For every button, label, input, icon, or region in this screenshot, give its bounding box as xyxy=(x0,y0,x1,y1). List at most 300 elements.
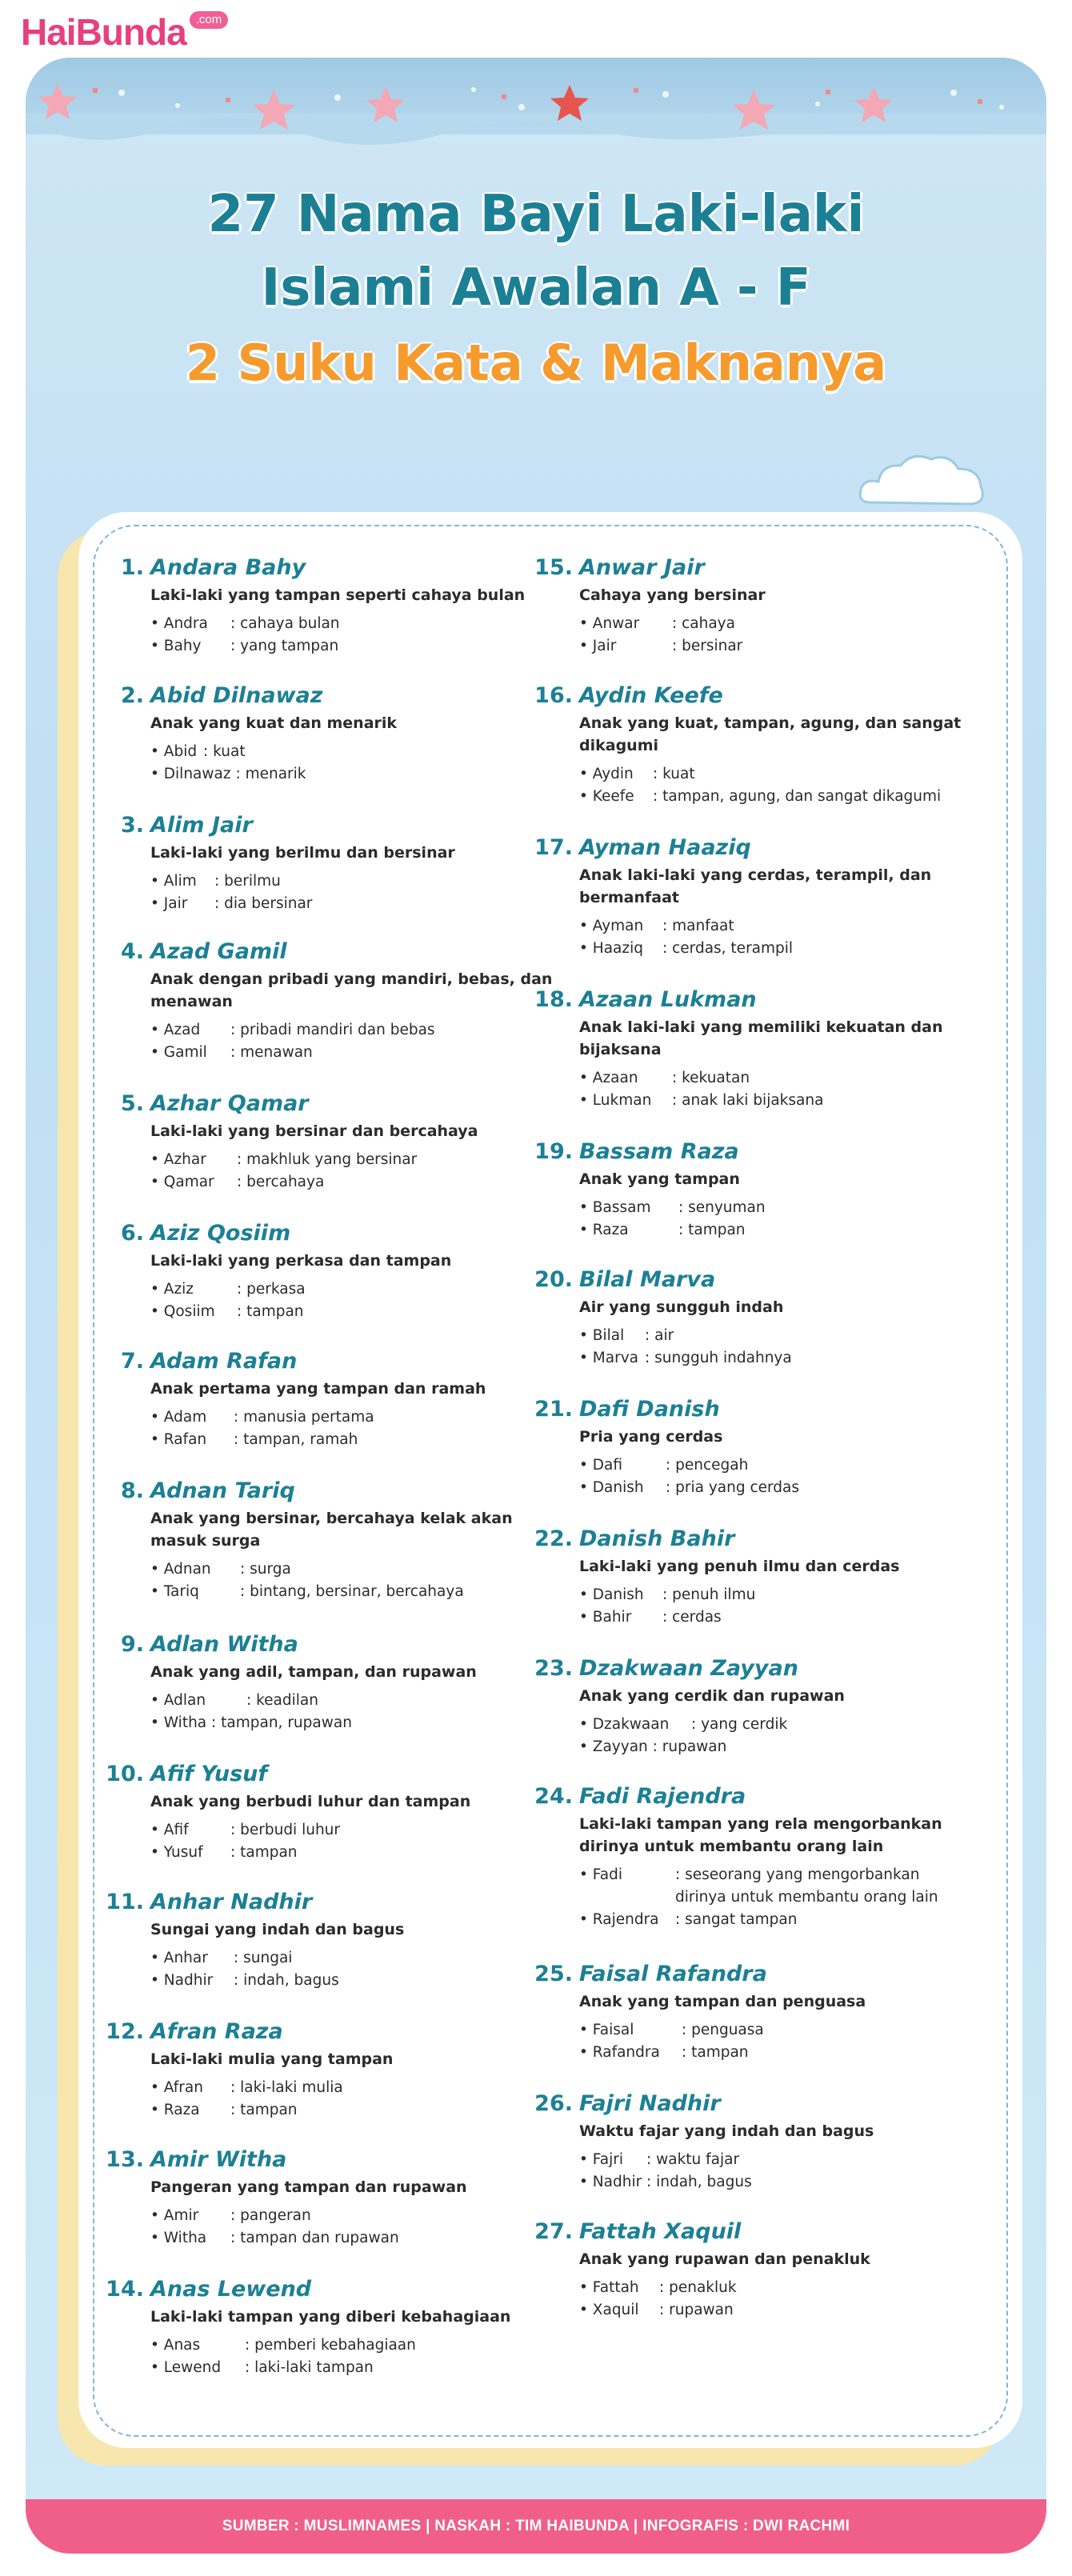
part-definition: : tampan xyxy=(678,1222,746,1238)
part-word: • Danish xyxy=(579,1586,644,1603)
part-word: • Qamar xyxy=(150,1174,214,1190)
part-word: • Lukman xyxy=(579,1092,652,1109)
part-row xyxy=(150,1819,563,1842)
entry-parts xyxy=(150,1406,563,1451)
part-word: • Bassam xyxy=(579,1199,651,1216)
part-row xyxy=(579,2042,992,2064)
part-row xyxy=(579,1347,992,1370)
part-word: • Azhar xyxy=(150,1151,206,1168)
infographic-poster xyxy=(26,58,1046,2554)
entry-meaning: Anak yang tampan dan penguasa xyxy=(579,1993,866,2010)
name-entry xyxy=(534,552,992,658)
part-word: • Raza xyxy=(150,2102,200,2118)
entry-number: 23. xyxy=(534,1656,573,1681)
part-row xyxy=(150,1712,563,1734)
entry-parts xyxy=(579,763,992,808)
entry-parts xyxy=(579,2149,992,2194)
entry-meaning: Sungai yang indah dan bagus xyxy=(150,1921,405,1938)
logo-suffix: .com xyxy=(190,11,229,29)
part-word: • Bahir xyxy=(579,1609,632,1626)
part-word: • Azaan xyxy=(579,1070,638,1086)
part-word: • Amir xyxy=(150,2207,199,2224)
entry-name: Fattah Xaquil xyxy=(579,2219,742,2244)
name-entry xyxy=(115,936,563,1064)
entry-meaning: Pangeran yang tampan dan rupawan xyxy=(150,2178,467,2196)
part-row xyxy=(579,1090,992,1112)
part-word: • Faisal xyxy=(579,2022,634,2038)
part-definition: : tampan xyxy=(230,2102,298,2118)
entry-name: Anas Lewend xyxy=(150,2277,312,2302)
name-entry xyxy=(106,1886,563,1992)
entry-parts xyxy=(579,613,992,658)
entry-parts xyxy=(150,1690,563,1734)
entry-name: Fajri Nadhir xyxy=(579,2091,721,2116)
entry-parts xyxy=(150,2205,563,2250)
part-row xyxy=(579,1606,992,1629)
entry-name: Faisal Rafandra xyxy=(579,1962,767,1986)
name-entry xyxy=(115,552,563,658)
entry-parts xyxy=(150,1149,563,1194)
part-word: • Dafi xyxy=(579,1457,623,1474)
part-definition: : tampan, rupawan xyxy=(211,1714,352,1731)
part-row xyxy=(150,1690,563,1712)
part-definition: : tampan, agung, dan sangat dikagumi xyxy=(653,788,942,805)
part-row xyxy=(579,635,992,658)
part-word: • Nadhir xyxy=(150,1972,214,1989)
entry-parts xyxy=(150,741,563,786)
entry-parts xyxy=(150,2334,563,2379)
part-row xyxy=(150,1278,563,1301)
part-word: • Marva xyxy=(579,1350,638,1366)
part-definition: : dia bersinar xyxy=(214,895,313,912)
entry-meaning: Anak dengan pribadi yang mandiri, bebas, dan menawan xyxy=(150,970,553,1010)
part-word: • Afran xyxy=(150,2079,203,2096)
part-definition: : kuat xyxy=(203,743,246,760)
entry-name: Adnan Tariq xyxy=(150,1478,295,1503)
part-word: • Haaziq xyxy=(579,940,643,957)
entry-number: 16. xyxy=(534,683,573,708)
part-word: • Witha xyxy=(150,1714,207,1731)
entry-meaning: Laki-laki mulia yang tampan xyxy=(150,2050,394,2068)
part-definition: : rupawan xyxy=(652,1738,727,1755)
part-word: • Witha xyxy=(150,2230,207,2246)
entry-parts xyxy=(150,613,563,658)
starfish-icons xyxy=(26,58,1046,146)
entry-meaning: Air yang sungguh indah xyxy=(579,1298,784,1316)
part-word: • Rajendra xyxy=(579,1911,659,1928)
entry-number: 21. xyxy=(534,1397,573,1422)
part-row xyxy=(150,1301,563,1323)
entry-parts xyxy=(150,1947,563,1992)
part-word: • Danish xyxy=(579,1479,644,1496)
entry-number: 27. xyxy=(534,2219,573,2244)
part-word: • Aziz xyxy=(150,1281,194,1298)
part-row xyxy=(579,1219,992,1242)
part-row xyxy=(579,786,992,808)
entry-name: Andara Bahy xyxy=(150,555,306,580)
entry-number: 3. xyxy=(120,813,144,838)
part-definition: : berilmu xyxy=(214,873,281,890)
entry-meaning: Pria yang cerdas xyxy=(579,1428,723,1446)
entry-number: 20. xyxy=(534,1267,573,1292)
entry-number: 24. xyxy=(534,1784,573,1809)
part-row xyxy=(150,763,563,786)
entry-meaning: Laki-laki yang penuh ilmu dan cerdas xyxy=(579,1558,900,1575)
part-word: • Lewend xyxy=(150,2359,222,2376)
entry-name: Bilal Marva xyxy=(579,1267,716,1292)
entry-name: Danish Bahir xyxy=(579,1526,735,1551)
entry-number: 22. xyxy=(534,1526,573,1551)
part-word: • Anwar xyxy=(579,615,640,632)
entry-meaning: Anak yang adil, tampan, dan rupawan xyxy=(150,1663,477,1681)
part-word: • Xaquil xyxy=(579,2302,639,2318)
entry-meaning: Anak laki-laki yang cerdas, terampil, dan bermanfaat xyxy=(579,866,932,906)
part-definition: : yang cerdik xyxy=(691,1716,788,1733)
part-definition: : kuat xyxy=(653,766,695,782)
entry-number: 7. xyxy=(120,1349,144,1374)
credits-text: SUMBER : MUSLIMNAMES | NASKAH : TIM HAIBUNDA | INFOGRAFIS : DWI RACHMI xyxy=(222,2518,850,2534)
part-row xyxy=(579,1584,992,1606)
part-row xyxy=(150,1149,563,1171)
part-word: • Alim xyxy=(150,873,197,890)
starfish-icon xyxy=(854,86,893,122)
entry-name: Anhar Nadhir xyxy=(150,1890,313,1914)
part-definition: : seseorang yang mengorbankan dirinya untuk membantu orang lain xyxy=(675,1866,938,1906)
name-entry xyxy=(534,1653,992,1758)
credits-footer xyxy=(26,2499,1046,2554)
part-definition: : laki-laki tampan xyxy=(245,2359,374,2376)
part-word: • Adnan xyxy=(150,1561,211,1578)
name-entry xyxy=(534,984,992,1112)
part-definition: : pencegah xyxy=(666,1457,749,1474)
part-word: • Anas xyxy=(150,2337,201,2354)
entry-meaning: Anak yang bersinar, bercahaya kelak akan masuk surga xyxy=(150,1510,513,1550)
part-definition: : sangat tampan xyxy=(675,1911,798,1928)
part-definition: : tampan, ramah xyxy=(234,1431,358,1448)
entry-name: Fadi Rajendra xyxy=(579,1784,746,1809)
part-definition: : pemberi kebahagiaan xyxy=(245,2337,416,2354)
part-word: • Rafandra xyxy=(579,2044,660,2061)
part-definition: : bersinar xyxy=(672,638,743,654)
entry-number: 19. xyxy=(534,1139,573,1164)
top-decoration xyxy=(26,58,1046,134)
part-word: • Bahy xyxy=(150,638,202,654)
entry-parts xyxy=(150,870,563,915)
entry-meaning: Laki-laki yang perkasa dan tampan xyxy=(150,1252,452,1270)
entry-meaning: Anak pertama yang tampan dan ramah xyxy=(150,1380,486,1398)
part-definition: : surga xyxy=(240,1561,291,1578)
name-entry xyxy=(115,810,563,915)
name-entry xyxy=(534,1136,992,1242)
part-row xyxy=(579,1714,992,1736)
part-definition: : anak laki bijaksana xyxy=(672,1092,824,1109)
entry-parts xyxy=(579,1864,992,1931)
name-entry xyxy=(534,1958,992,2064)
part-word: • Zayyan xyxy=(579,1738,648,1755)
part-definition: : pria yang cerdas xyxy=(666,1479,800,1496)
entry-parts xyxy=(579,2277,992,2322)
part-definition: : bintang, bersinar, bercahaya xyxy=(240,1583,464,1600)
part-word: • Nadhir xyxy=(579,2174,642,2190)
part-definition: : manusia pertama xyxy=(234,1409,374,1426)
entry-name: Dafi Danish xyxy=(579,1397,720,1422)
entry-number: 10. xyxy=(106,1762,144,1786)
entry-number: 15. xyxy=(534,555,573,580)
part-word: • Jair xyxy=(150,895,188,912)
entry-name: Dzakwaan Zayyan xyxy=(579,1656,798,1681)
name-entry xyxy=(115,680,563,786)
entry-name: Adam Rafan xyxy=(150,1349,298,1374)
part-row xyxy=(579,938,992,960)
entry-meaning: Anak yang cerdik dan rupawan xyxy=(579,1687,845,1705)
entry-meaning: Anak yang berbudi luhur dan tampan xyxy=(150,1793,471,1810)
title-line-3: 2 Suku Kata & Maknanya xyxy=(185,334,887,392)
entry-number: 5. xyxy=(120,1091,144,1116)
title-line-2: Islami Awalan A - F xyxy=(261,258,811,318)
part-word: • Adam xyxy=(150,1409,207,1426)
part-word: • Qosiim xyxy=(150,1303,215,1320)
name-entry xyxy=(115,1629,563,1734)
part-row xyxy=(579,763,992,786)
title-line-1: 27 Nama Bayi Laki-laki xyxy=(207,185,865,244)
entry-number: 25. xyxy=(534,1962,573,1986)
entry-name: Azad Gamil xyxy=(150,939,287,964)
entry-meaning: Anak yang kuat dan menarik xyxy=(150,714,398,732)
entry-parts xyxy=(150,1819,563,1864)
name-entry xyxy=(534,2216,992,2322)
part-word: • Fajri xyxy=(579,2151,623,2168)
entry-number: 14. xyxy=(106,2277,144,2302)
part-definition: : menawan xyxy=(230,1044,313,1061)
part-row xyxy=(579,1909,992,1931)
part-word: • Andra xyxy=(150,615,208,632)
part-row xyxy=(579,613,992,635)
part-row xyxy=(150,741,563,763)
part-word: • Azad xyxy=(150,1022,201,1038)
part-row xyxy=(150,870,563,893)
entry-number: 4. xyxy=(120,939,144,964)
part-definition: : pribadi mandiri dan bebas xyxy=(230,1022,435,1038)
part-word: • Tariq xyxy=(150,1583,199,1600)
entry-meaning: Laki-laki tampan yang rela mengorbankan dirinya untuk membantu orang lain xyxy=(579,1815,942,1855)
part-definition: : tampan dan rupawan xyxy=(230,2230,399,2246)
part-row xyxy=(150,1581,563,1603)
starfish-icon xyxy=(550,85,589,121)
part-definition: : indah, bagus xyxy=(646,2174,752,2190)
entry-parts xyxy=(579,915,992,960)
entry-meaning: Laki-laki yang tampan seperti cahaya bulan xyxy=(150,586,526,604)
entry-parts xyxy=(579,1197,992,1242)
entry-name: Abid Dilnawaz xyxy=(150,683,323,708)
part-definition: : indah, bagus xyxy=(234,1972,339,1989)
entry-name: Azaan Lukman xyxy=(579,987,757,1012)
part-word: • Abid xyxy=(150,743,198,760)
entry-name: Afif Yusuf xyxy=(150,1762,268,1786)
part-definition: : laki-laki mulia xyxy=(230,2079,343,2096)
entry-meaning: Laki-laki yang berilmu dan bersinar xyxy=(150,844,455,862)
part-row xyxy=(150,613,563,635)
entry-number: 13. xyxy=(106,2147,144,2172)
part-definition: : berbudi luhur xyxy=(230,1822,340,1838)
entry-name: Afran Raza xyxy=(150,2019,283,2044)
part-definition: : penakluk xyxy=(659,2279,737,2296)
part-definition: : penuh ilmu xyxy=(662,1586,756,1603)
part-row xyxy=(579,1477,992,1499)
haibunda-logo[interactable] xyxy=(21,10,228,58)
name-entry xyxy=(106,2016,563,2122)
part-row xyxy=(150,1558,563,1581)
part-word: • Raza xyxy=(579,1222,629,1238)
entry-meaning: Anak yang kuat, tampan, agung, dan sangat dikagumi xyxy=(579,714,962,754)
part-definition: : makhluk yang bersinar xyxy=(237,1151,418,1168)
part-word: • Fadi xyxy=(579,1866,622,1883)
part-row xyxy=(150,893,563,915)
part-row xyxy=(150,1842,563,1864)
part-definition: : kekuatan xyxy=(672,1070,750,1086)
part-row xyxy=(150,1970,563,1992)
entry-parts xyxy=(579,1584,992,1629)
entry-number: 2. xyxy=(120,683,144,708)
part-row xyxy=(579,1197,992,1219)
part-row xyxy=(579,915,992,938)
part-definition: : penguasa xyxy=(682,2022,764,2038)
part-definition: : waktu fajar xyxy=(646,2151,740,2168)
part-row xyxy=(579,1067,992,1090)
part-row xyxy=(579,2171,992,2194)
part-row xyxy=(150,635,563,658)
part-row xyxy=(150,1406,563,1429)
name-entry xyxy=(534,680,992,808)
part-row xyxy=(150,2099,563,2122)
part-word: • Jair xyxy=(579,638,617,654)
name-entry xyxy=(534,1523,992,1629)
part-definition: : sungai xyxy=(234,1950,293,1966)
entry-name: Aziz Qosiim xyxy=(150,1221,291,1246)
part-word: • Yusuf xyxy=(150,1844,203,1861)
part-row xyxy=(150,1042,563,1064)
part-definition: : cerdas, terampil xyxy=(662,940,794,957)
part-definition: : manfaat xyxy=(662,918,734,934)
name-entry xyxy=(534,1781,992,1931)
part-definition: : senyuman xyxy=(678,1199,766,1216)
part-definition: : tampan xyxy=(230,1844,298,1861)
part-row xyxy=(579,1864,992,1909)
entry-parts xyxy=(579,1714,992,1758)
entry-number: 12. xyxy=(106,2019,144,2044)
entry-parts xyxy=(579,1454,992,1499)
name-entry xyxy=(106,2144,563,2250)
part-definition: : yang tampan xyxy=(230,638,339,654)
entry-meaning: Anak yang rupawan dan penakluk xyxy=(579,2250,870,2268)
name-entry xyxy=(115,1475,563,1603)
entry-parts xyxy=(150,1558,563,1603)
starfish-icon xyxy=(38,83,77,119)
part-row xyxy=(150,1947,563,1970)
name-entry xyxy=(534,832,992,960)
part-definition: : tampan xyxy=(237,1303,304,1320)
part-word: • Anhar xyxy=(150,1950,208,1966)
part-definition: : cahaya xyxy=(672,615,735,632)
entry-parts xyxy=(579,1325,992,1370)
entry-number: 18. xyxy=(534,987,573,1012)
name-entry xyxy=(115,1346,563,1451)
name-entry xyxy=(115,1088,563,1194)
name-entry xyxy=(534,1394,992,1499)
entry-meaning: Laki-laki yang bersinar dan bercahaya xyxy=(150,1122,478,1140)
entry-meaning: Waktu fajar yang indah dan bagus xyxy=(579,2122,874,2140)
entry-meaning: Laki-laki tampan yang diberi kebahagiaan xyxy=(150,2308,511,2326)
entry-name: Ayman Haaziq xyxy=(579,835,751,860)
part-row xyxy=(150,1019,563,1042)
entry-number: 17. xyxy=(534,835,573,860)
part-word: • Adlan xyxy=(150,1692,206,1709)
starfish-icon xyxy=(366,86,405,122)
part-word: • Fattah xyxy=(579,2279,639,2296)
entry-name: Aydin Keefe xyxy=(579,683,723,708)
name-entry xyxy=(115,1218,563,1323)
part-row xyxy=(150,2334,563,2357)
entry-name: Anwar Jair xyxy=(579,555,705,580)
name-entry xyxy=(534,2088,992,2194)
name-entry xyxy=(534,1264,992,1370)
entry-number: 11. xyxy=(106,1890,144,1914)
part-row xyxy=(579,1325,992,1347)
entry-name: Bassam Raza xyxy=(579,1139,739,1164)
part-row xyxy=(579,2277,992,2299)
part-word: • Bilal xyxy=(579,1327,625,1344)
part-definition: : tampan xyxy=(682,2044,749,2061)
part-word: • Keefe xyxy=(579,788,634,805)
entry-meaning: Anak yang tampan xyxy=(579,1170,740,1188)
logo-text: HaiBunda xyxy=(21,11,186,53)
part-definition: : bercahaya xyxy=(237,1174,325,1190)
part-word: • Dilnawaz xyxy=(150,766,231,782)
part-row xyxy=(150,2357,563,2379)
part-row xyxy=(579,2299,992,2322)
part-row xyxy=(150,2227,563,2250)
entry-number: 1. xyxy=(120,555,144,580)
entry-name: Adlan Witha xyxy=(150,1632,298,1657)
part-definition: : cahaya bulan xyxy=(230,615,340,632)
part-word: • Dzakwaan xyxy=(579,1716,670,1733)
starfish-icon xyxy=(253,90,295,130)
entry-name: Alim Jair xyxy=(150,813,253,838)
entry-meaning: Anak laki-laki yang memiliki kekuatan dan bijaksana xyxy=(579,1018,943,1058)
part-definition: : perkasa xyxy=(237,1281,306,1298)
part-row xyxy=(150,1171,563,1194)
entry-parts xyxy=(150,2077,563,2122)
part-row xyxy=(150,2205,563,2227)
entry-parts xyxy=(579,1067,992,1112)
part-row xyxy=(579,1454,992,1477)
part-definition: : air xyxy=(645,1327,674,1344)
entry-number: 6. xyxy=(120,1221,144,1246)
part-word: • Gamil xyxy=(150,1044,207,1061)
part-row xyxy=(579,1736,992,1758)
entry-number: 8. xyxy=(120,1478,144,1503)
part-row xyxy=(579,2149,992,2171)
name-entry xyxy=(106,1758,563,1864)
entry-meaning: Cahaya yang bersinar xyxy=(579,586,766,604)
entry-name: Azhar Qamar xyxy=(150,1091,309,1116)
part-definition: : cerdas xyxy=(662,1609,722,1626)
part-row xyxy=(150,1429,563,1451)
infographic-title xyxy=(26,178,1046,402)
name-entry xyxy=(106,2274,563,2379)
part-row xyxy=(150,2077,563,2099)
part-word: • Ayman xyxy=(579,918,644,934)
part-word: • Aydin xyxy=(579,766,634,782)
